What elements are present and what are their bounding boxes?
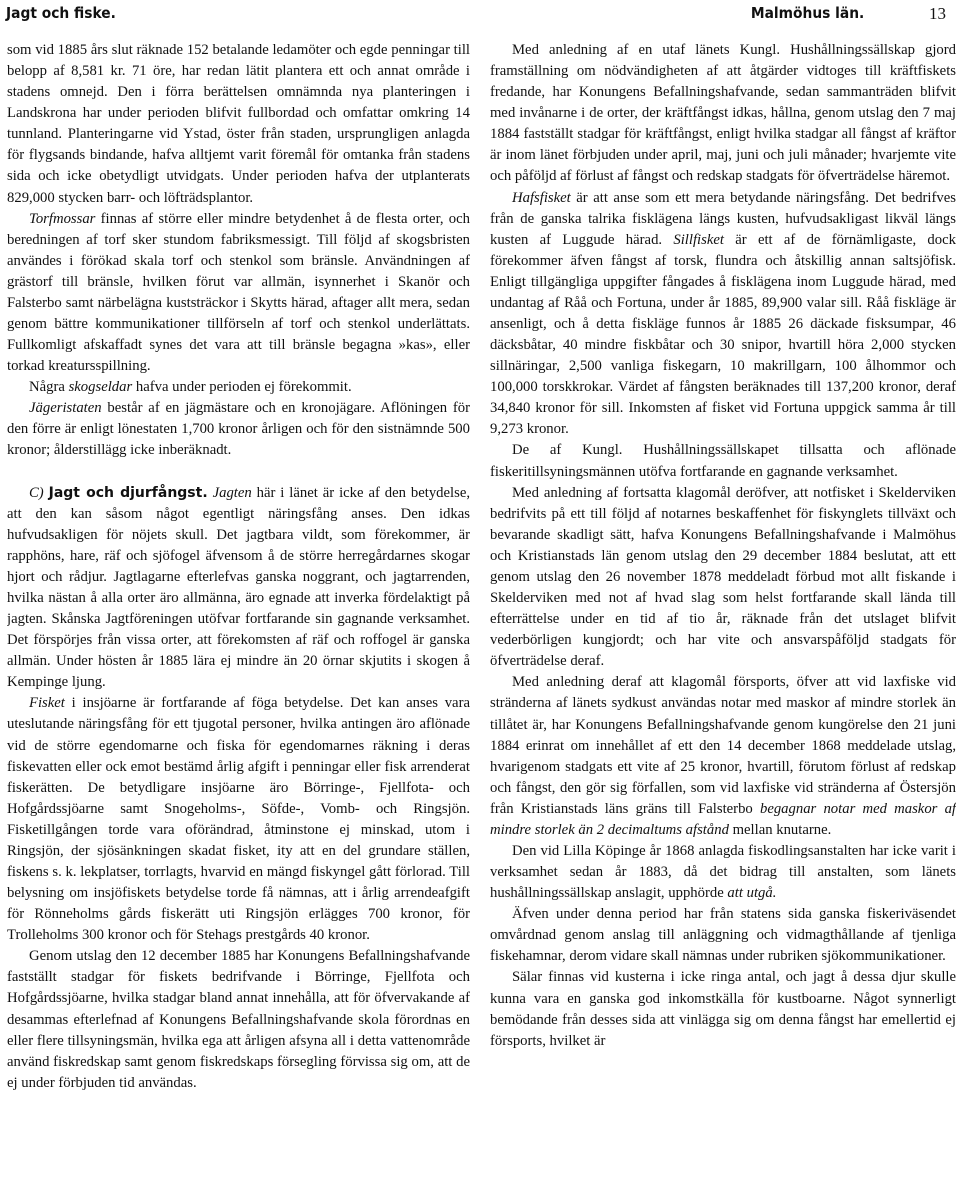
- paragraph: Fisket i insjöarne är fortfarande af föga betydelse. Det kan anses vara uteslutande näringsfång för ett tjugotal personer, hvilka antingen äro aflönade vid de större egendomarne och fiska för egendomarnes räkning i deras fiskevatten eller ock emot bestämd årlig afgift i penningar eller fisk arrenderat fiskerätten. De betydligare insjöarne äro Börringe-, Fjellfota- och Hofgårdssjöarne samt Snogeholms-, Söfde-, Vomb- och Ringsjön. Fisketillgången torde vara oförändrad, åtminstone ej minskad, utom i Ringsjön, der sjösänkningen skadat fisket, ity att en del grundare ställen, fiskens s. k. lekplatser, torrlagts, hvarvid en mängd fiskyngel gått förlorad. Till belysning om insjöfiskets betydelse torde få nämnas, att i årlig arrendeafgift för Rönneholms gårds fiskerätt uti Ringsjön erlägges 700 kronor, för Trolleholms 300 kronor och för Stehags prestgårds 40 kronor.: [7, 695, 470, 944]
- section-letter: C): [29, 484, 44, 501]
- page-header: [0, 0, 960, 34]
- paragraph: som vid 1885 års slut räknade 152 betalande ledamöter och egde penningar till belopp af 8,581 kr. 71 öre, har redan lätit plantera ett och annat område i stadens omnejd. Den i förra berättelsen omnämnda nya planteringen i Landskrona har under perioden blifvit fullbordad och omfattar omkring 14 tunnland. Planteringarne vid Ystad, öster från staden, ursprungligen anlagda för flygsands bindande, hafva alltjemt varit föremål för omtanka från stadens sida och icke obetydligt utvidgats. Under perioden hafva der utplanterats 829,000 stycken barr- och löfträdsplantor.: [7, 42, 470, 206]
- paragraph: De af Kungl. Hushållningssällskapet tillsatta och aflönade fiskeritillsyningsmännen utöfva fortfarande en gagnande verksamhet.: [490, 442, 956, 480]
- paragraph: Jägeristaten består af en jägmästare och en kronojägare. Aflöningen för den förre är enligt lönestaten 1,700 kronor årligen och för den sistnämnde 500 kronor; ålderstillägg icke inberäknadt.: [7, 400, 470, 459]
- italic-term: Jägeristaten: [29, 400, 102, 417]
- italic-term: Jagten: [212, 484, 252, 501]
- paragraph: Några skogseldar hafva under perioden ej förekommit.: [29, 379, 352, 396]
- paragraph: Den vid Lilla Köpinge år 1868 anlagda fiskodlingsanstalten har icke varit i verksamhet sedan år 1883, då det bidrag till anstalten, som länets hushållningssällskap anslagit, upphörde att utgå.: [490, 842, 956, 902]
- paragraph: Sälar finnas vid kusterna i icke ringa antal, och jagt å dessa djur skulle kunna vara en ganska god inkomstkälla för kustboarne. Något synnerligt bemödande från desses sida att vinlägga sig om denna fångst har emellertid ej försports, hvilket är: [490, 969, 956, 1049]
- paragraph: Hafsfisket är att anse som ett mera betydande näringsfång. Det bedrifves från de ganska talrika fisklägena längs kusten, hufvudsakligast likväl längs kusten af Luggude härad. Sillfisket är ett af de förnämligaste, dock förekommer äfven fångst af torsk, flundra och åtskillig annan saltsjöfisk. Enligt tillgängliga uppgifter fångades å fisklägena inom Luggude härad, med undantag af Råå och Fortuna, under år 1885, 89,900 valar sill. Råå fiskläge är ansenligt, och å detta fiskläge funnos år 1885 26 däckade fisksumpar, 46 däcksbåtar, 40 mindre fiskbåtar och 30 snipor, hvartill höra 2,000 stycken sillnäringar, 2,500 vanliga fiskegarn, 10 makrillgarn, 100 ålhommor och 100,000 torskkrokar. Värdet af fångsten beräknades till 137,200 kronor, deraf 34,840 kronor för sill. Inkomsten af fisket vid Fortuna uppgick samma år till 9,273 kronor.: [490, 189, 956, 438]
- paragraph: Med anledning deraf att klagomål försports, öfver att vid laxfiske vid stränderna af länets sydkust användas notar med maskor af mindre storlek än tillåtet är, har Konungens Befallningshafvande genom kungörelse den 21 juni 1884 erinrat om innehållet af ett den 14 december 1868 meddelade utslag, hvarigenom stadgats ett vite af 25 kronor, hvartill, förutom förlust af redskap och fångst, den gör sig förfallen, som vid laxfiske vid stränderna af Östersjön från Kristianstads läns gräns till Falsterbo begagnar notar med maskor af mindre storlek än 2 decimaltums afstånd mellan knutarne.: [490, 674, 956, 838]
- italic-term: Torfmossar: [29, 210, 96, 227]
- italic-term: Sillfisket: [673, 231, 724, 248]
- paragraph: Genom utslag den 12 december 1885 har Konungens Befallningshafvande fastställt stadgar för fiskets bedrifvande i Börringe, Fjellfota och Hofgårdssjöarne, hvilka stadgar bland annat innehålla, att för öfvervakande af desammas efterlefnad af Konungens Befallningshafvande skola förordnas en eller flere tillsyningsmän, hvilka ega att årligen afsyna all i detta vattenområde använd fiskredskap samt genom fiskredskaps försegling förvissa sig om, att de ej under förbjuden tid användas.: [7, 948, 470, 1091]
- page-number: 13: [929, 4, 946, 23]
- section-heading: Jagt och djurfångst.: [48, 484, 208, 501]
- italic-term: skogseldar: [68, 379, 133, 396]
- italic-term: Fisket: [29, 695, 65, 712]
- paragraph: Äfven under denna period har från statens sida ganska fiskeriväsendet omvårdnad genom anslag till anläggning och vidmagthållande af tjenliga fiskehamnar, derom vidare skall nämnas under rubriken sjökommunikationer.: [490, 906, 956, 965]
- paragraph: Med anledning af fortsatta klagomål deröfver, att notfisket i Skelderviken bedrifvits på ett till följd af notarnes beskaffenhet för fiskynglets tillväxt och bevarande skadligt sätt, hafva Konungens Befallningshafvande i Malmöhus och Kristianstads län genom utslag den 29 december 1884 beslutat, att ett genom utslag den 26 november 1878 meddeladt förbud mot allt fiskande i Skelderviken med not af hvad slag som helst fortfarande skall lända till efterrättelse under en tid af tio år, räknade från det utslaget blifvit vederbörligen kungjordt; och har vite och ansvarspåföljd stadgats för öfverträdelse deraf.: [490, 484, 956, 670]
- running-head-right: Malmöhus län.: [750, 4, 864, 22]
- running-head-left: Jagt och fiske.: [6, 4, 116, 22]
- italic-phrase: att utgå.: [727, 885, 777, 902]
- italic-term: Hafsfisket: [512, 189, 571, 206]
- right-column: [490, 40, 956, 1185]
- paragraph: Torfmossar finnas af större eller mindre betydenhet å de flesta orter, och beredningen af torf sker stundom fabriksmessigt. Till följd af skogsbristen användes i förökad skala torf och stenkol som bränsle. Användningen af grästorf till bränsle, hvilken förut var allmän, isynnerhet i Skanör och Falsterbo samt närbelägna kuststräckor i Skytts härad, aftager allt mera, sedan genom bättre kommunikationer tillförseln af torf och stenkol underlättats. Fullkomligt afskaffadt synes det vara att till bränsle begagna »kas», eller torkad kreatursspillning.: [7, 210, 470, 375]
- paragraph: Med anledning af en utaf länets Kungl. Hushållningssällskap gjord framställning om nödvändigheten af att åtgärder vidtoges till kräftfiskets fredande, har Konungens Befallningshafvande, sedan sammanträden blifvit med invånarne i de orter, der kräftfångst idkas, hållna, genom utslag den 7 maj 1884 fastställt stadgar för kräftfångst, enligt hvilka stadgar all fångst af kräftor är inom länet förbjuden under april, maj, juni och juli månader; hvarjemte vite och påföljd af förlust af fångst och redskap stadgats för öfverträdelse häremot.: [490, 42, 956, 185]
- left-column: [7, 40, 470, 1185]
- italic-phrase: begagnar notar med maskor af mindre storlek än 2 decimaltums afstånd: [490, 800, 956, 838]
- section-paragraph: C) Jagt och djurfångst. Jagten här i länet är icke af den betydelse, att den kan såsom något egentligt näringsfång anses. Den idkas hufvudsakligen för nöjets skull. Det jagtbara vildt, som förekommer, är rapphöns, hare, räf och sjöfogel äfvensom å de större herregårdarnes skogar hjort och rådjur. Jagtlagarne efterlefvas ganska noggrant, och jagtarrenden, hvilka nästan å alla orter äro allmänna, äro egnade att inverka fördelaktigt på jagten. Skånska Jagtföreningen utöfvar fortfarande sin gagnande verksamhet. Det förspörjes från vissa orter, att förekomsten af räf och roffogel är ganska allmän. Under hösten år 1885 lära ej mindre än 20 örnar skjutits i skogen å Kempinge ljung.: [7, 484, 470, 691]
